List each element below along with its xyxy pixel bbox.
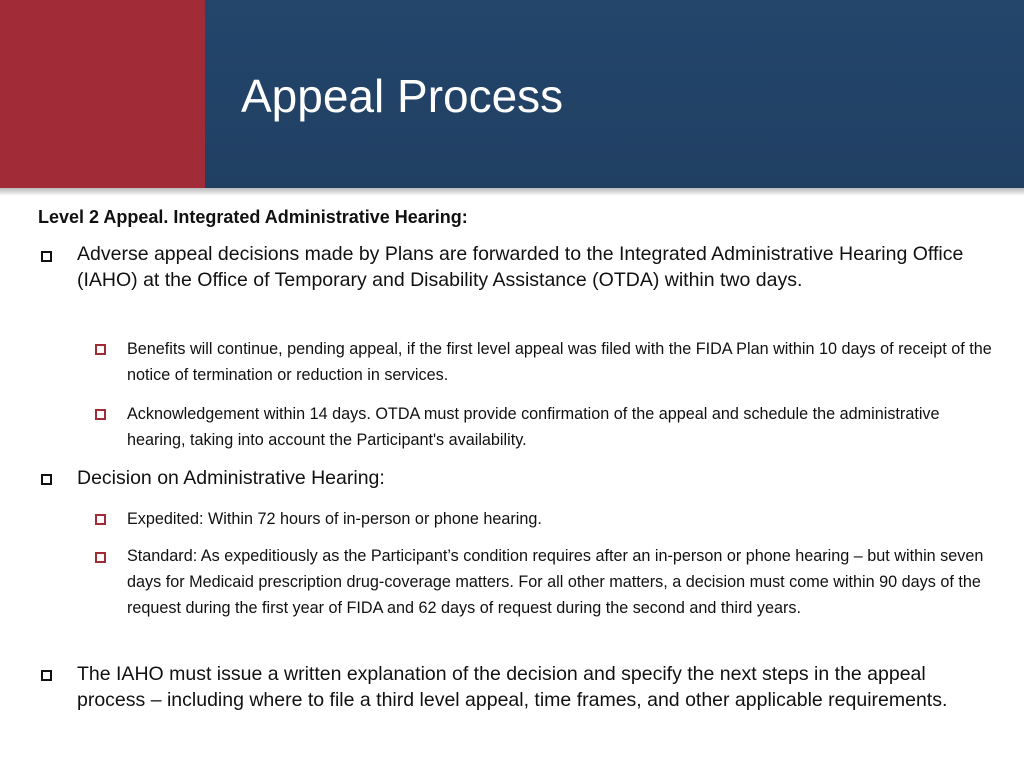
bullet-item-text: The IAHO must issue a written explanation of the decision and specify the next steps in the appeal process – including where to file a third level appeal, time frames, and other applicable requirements. (77, 663, 948, 711)
sub-bullet-item-1-2 (127, 401, 997, 453)
slide-title: Appeal Process (241, 70, 564, 122)
sub-bullet-item-1-1 (127, 336, 997, 388)
red-square-bullet-icon (95, 552, 106, 563)
square-bullet-icon (41, 251, 52, 262)
bullet-item-text: Adverse appeal decisions made by Plans are forwarded to the Integrated Administrative Hearing Office (IAHO) at the Office of Temporary and Disability Assistance (OTDA) within two days. (77, 243, 964, 291)
red-square-bullet-icon (95, 514, 106, 525)
sub-bullet-item-2-2 (127, 543, 997, 621)
bullet-item-1 (77, 241, 995, 293)
square-bullet-icon (41, 474, 52, 485)
red-square-bullet-icon (95, 344, 106, 355)
sub-bullet-text: Acknowledgement within 14 days. OTDA must provide confirmation of the appeal and schedule the administrative hearing, taking into account the Participant's availability. (127, 405, 940, 449)
sub-bullet-text: Benefits will continue, pending appeal, if the first level appeal was filed with the FIDA Plan within 10 days of receipt of the notice of termination or reduction in services. (127, 340, 992, 384)
bullet-item-text: Decision on Administrative Hearing: (77, 467, 385, 489)
section-heading: Level 2 Appeal. Integrated Administrative Hearing: (38, 207, 468, 227)
red-square-bullet-icon (95, 409, 106, 420)
bullet-item-3 (77, 661, 995, 713)
square-bullet-icon (41, 670, 52, 681)
sub-bullet-text: Expedited: Within 72 hours of in-person or phone hearing. (127, 510, 542, 528)
sub-bullet-text: Standard: As expeditiously as the Participant’s condition requires after an in-person or phone hearing – but within seven days for Medicaid prescription drug-coverage matters. For all other matters, a decision must come within 90 days of the request during the first year of FIDA and 62 days of request during the second and third years. (127, 547, 984, 617)
sub-bullet-item-2-1 (127, 506, 997, 532)
bullet-item-2 (77, 465, 995, 491)
